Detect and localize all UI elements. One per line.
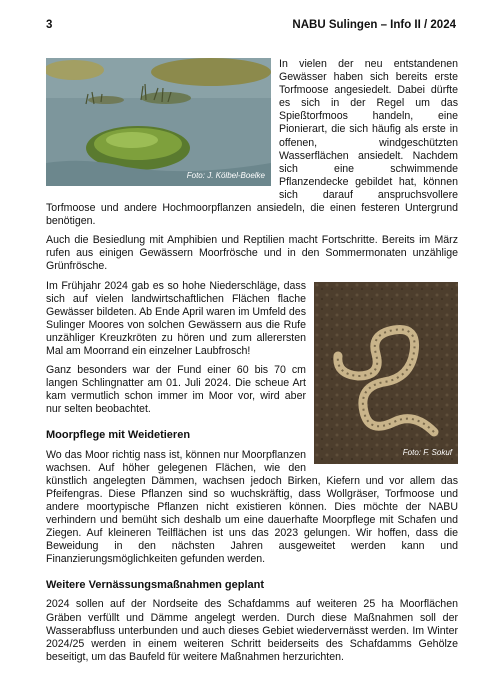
article-body bbox=[46, 58, 458, 670]
paragraph-rewetting: 2024 sollen auf der Nordseite des Schafdamms auf weiteren 25 ha Moorflächen Gräben verfüllt und Dämme angelegt werden. Durch diese Maßnahmen soll der Wasserabfluss unterbunden und auch dieses Gebiet wiedervernässt werden. Im Winter 2024/25 werden in einem weiteren Schritt beiderseits des Schafdamms Gehölze beseitigt, um das Baufeld für weitere Maßnahmen herzurichten. bbox=[46, 598, 458, 663]
peat-moss-image bbox=[46, 58, 271, 186]
paragraph-smooth-snake: Ganz besonders war der Fund einer 60 bis 70 cm langen Schlingnatter am 01. Juli 2024. Die scheue Art kam vermutlich schon immer im Moor vor, wird aber nur selten beobachtet. bbox=[46, 364, 306, 416]
paragraph-amphibians: Auch die Besiedlung mit Amphibien und Reptilien macht Fortschritte. Bereits im März rufen aus einigen Gewässern Moorfrösche und in den Sommermonaten unzählige Grünfrösche. bbox=[46, 234, 458, 273]
photo-credit: Foto: J. Kölbel-Boelke bbox=[186, 170, 265, 180]
running-title: NABU Sulingen – Info II / 2024 bbox=[292, 19, 456, 31]
paragraph-toads: Im Frühjahr 2024 gab es so hohe Niederschläge, dass sich auf vielen landwirtschaftlichen Flächen flache Gewässer bildeten. Ab Ende April waren im Umfeld des Sulinger Moores von solchen Gewässern aus die Rufe unzähliger Kreuzkröten zu hören und zum allerersten Mal am Moorrand ein einzelner Laubfrosch! bbox=[46, 279, 306, 357]
smooth-snake-image bbox=[314, 282, 458, 464]
page-header bbox=[46, 19, 456, 35]
peat-moss-photo bbox=[46, 58, 271, 186]
smooth-snake-photo bbox=[314, 282, 458, 464]
heading-rewetting: Weitere Vernässungsmaßnahmen geplant bbox=[46, 579, 265, 592]
heading-grazing: Moorpflege mit Weidetieren bbox=[46, 429, 191, 442]
photo-credit: Foto: F. Sokuf bbox=[402, 448, 452, 458]
paragraph-grazing: Wo das Moor richtig nass ist, können nur Moorpflanzen wachsen. Auf höher gelegenen Flächen, wie den künstlich angelegten Dämmen, wachsen jedoch Birken, Kiefern und vor allem das Pfeifengras. Diese Pflanzen sind so wuchskräftig, dass Wollgräser, Torfmoose und andere moortypische Pflanzen nicht existieren können. Dies möchte der NABU verhindern und bemüht sich deshalb um eine dauerhafte Moorpflege mit Schafen und Ziegen. Auf kleineren Teilflächen ist uns das 2023 gelungen. Wir hoffen, dass die Beweidung in den nächsten Jahren ausgeweitet werden kann und Finanzierungsmöglichkeiten gefunden werden. bbox=[46, 448, 458, 566]
page-number: 3 bbox=[46, 19, 53, 31]
paragraph-peat-moss: In vielen der neu entstandenen Gewässer haben sich bereits erste Torfmoose angesiedelt. Dabei dürfte es sich in der Regel um das Spießtorfmoos handeln, eine Pionierart, die sich häufig als erste in offenen, windgeschützten Wasserflächen ansiedelt. Nachdem sich eine schwimmende Pflanzendecke gebildet hat, können sich darauf anspruchsvollere Torfmoose und andere Hochmoorpflanzen ansiedeln, die einen festeren Untergrund benötigen. bbox=[46, 58, 458, 228]
